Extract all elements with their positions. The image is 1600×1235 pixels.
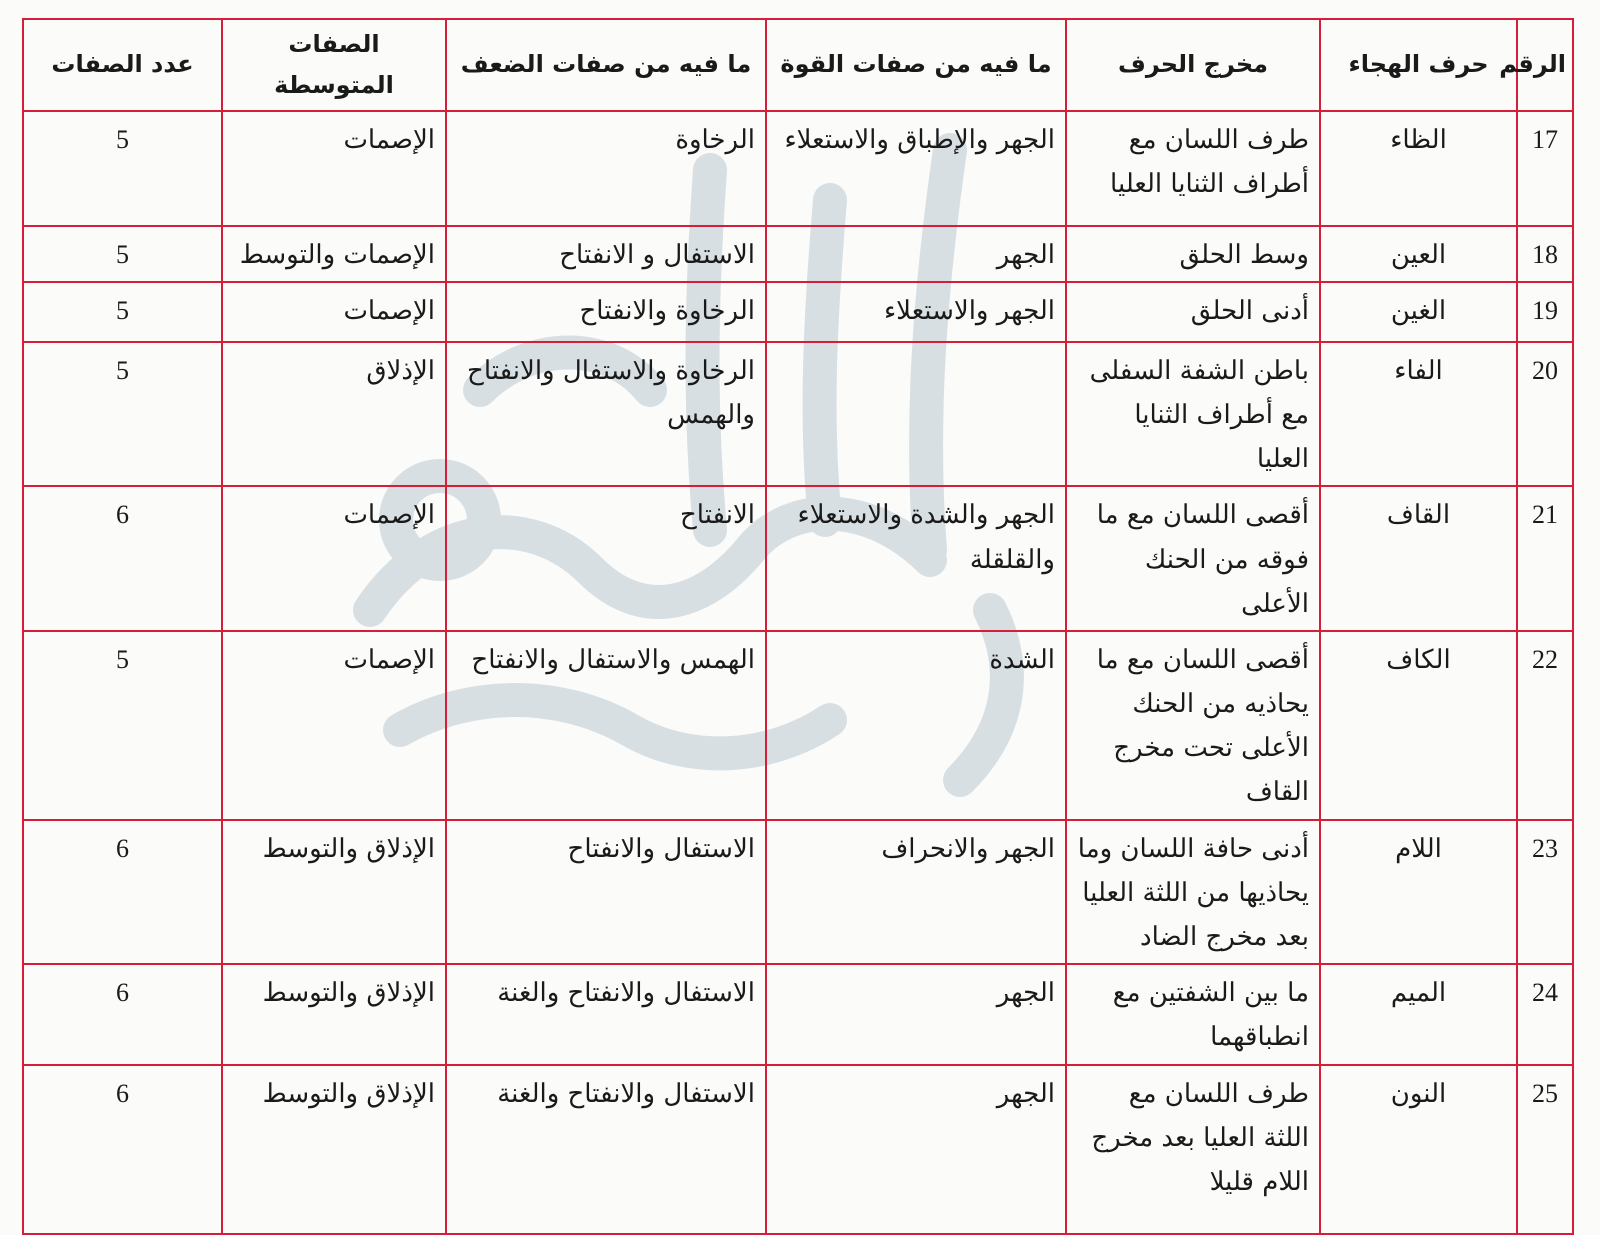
table-row (23, 631, 1573, 820)
header-weak: ما فيه من صفات الضعف (446, 19, 766, 111)
row-weak: الرخاوة والاستفال والانفتاح والهمس (446, 342, 766, 487)
row-makhraj: أدنى حافة اللسان وما يحاذيها من اللثة العليا بعد مخرج الضاد (1066, 820, 1320, 965)
row-num: 19 (1517, 282, 1573, 342)
row-strong: الجهر (766, 1065, 1066, 1234)
header-letter: حرف الهجاء (1320, 19, 1517, 111)
row-weak: الهمس والاستفال والانفتاح (446, 631, 766, 820)
row-letter: العين (1320, 226, 1517, 282)
header-count: عدد الصفات (23, 19, 222, 111)
row-strong: الجهر والإطباق والاستعلاء (766, 111, 1066, 226)
row-makhraj: طرف اللسان مع أطراف الثنايا العليا (1066, 111, 1320, 226)
row-count: 5 (23, 111, 222, 226)
row-num: 18 (1517, 226, 1573, 282)
row-num: 22 (1517, 631, 1573, 820)
row-makhraj: أقصى اللسان مع ما فوقه من الحنك الأعلى (1066, 486, 1320, 631)
table-row (23, 111, 1573, 226)
row-letter: الغين (1320, 282, 1517, 342)
table-row (23, 964, 1573, 1064)
row-count: 6 (23, 820, 222, 965)
row-num: 23 (1517, 820, 1573, 965)
row-medium: الإذلاق والتوسط (222, 1065, 446, 1234)
row-medium: الإذلاق والتوسط (222, 820, 446, 965)
row-num: 20 (1517, 342, 1573, 487)
row-strong: الجهر والشدة والاستعلاء والقلقلة (766, 486, 1066, 631)
header-medium: الصفات المتوسطة (222, 19, 446, 111)
row-weak: الاستفال والانفتاح والغنة (446, 964, 766, 1064)
table-row (23, 282, 1573, 342)
row-count: 5 (23, 342, 222, 487)
row-medium: الإذلاق (222, 342, 446, 487)
row-weak: الاستفال والانفتاح والغنة (446, 1065, 766, 1234)
row-medium: الإصمات والتوسط (222, 226, 446, 282)
row-strong: الشدة (766, 631, 1066, 820)
row-letter: الكاف (1320, 631, 1517, 820)
header-num: الرقم (1517, 19, 1573, 111)
header-makhraj: مخرج الحرف (1066, 19, 1320, 111)
row-medium: الإصمات (222, 486, 446, 631)
row-makhraj: ما بين الشفتين مع انطباقهما (1066, 964, 1320, 1064)
table-row (23, 342, 1573, 487)
header-row (23, 19, 1573, 111)
row-num: 17 (1517, 111, 1573, 226)
row-strong (766, 342, 1066, 487)
row-count: 5 (23, 226, 222, 282)
row-letter: القاف (1320, 486, 1517, 631)
row-weak: الاستفال و الانفتاح (446, 226, 766, 282)
row-letter: الظاء (1320, 111, 1517, 226)
row-makhraj: طرف اللسان مع اللثة العليا بعد مخرج اللام قليلا (1066, 1065, 1320, 1234)
row-makhraj: أقصى اللسان مع ما يحاذيه من الحنك الأعلى تحت مخرج القاف (1066, 631, 1320, 820)
row-count: 6 (23, 486, 222, 631)
row-strong: الجهر (766, 226, 1066, 282)
row-medium: الإذلاق والتوسط (222, 964, 446, 1064)
table-row (23, 820, 1573, 965)
row-letter: الفاء (1320, 342, 1517, 487)
letters-attributes-table (22, 18, 1574, 1235)
row-count: 6 (23, 1065, 222, 1234)
row-medium: الإصمات (222, 282, 446, 342)
row-weak: الانفتاح (446, 486, 766, 631)
row-makhraj: باطن الشفة السفلى مع أطراف الثنايا العليا (1066, 342, 1320, 487)
row-letter: الميم (1320, 964, 1517, 1064)
row-medium: الإصمات (222, 111, 446, 226)
row-count: 6 (23, 964, 222, 1064)
row-weak: الاستفال والانفتاح (446, 820, 766, 965)
header-strong: ما فيه من صفات القوة (766, 19, 1066, 111)
row-medium: الإصمات (222, 631, 446, 820)
table-row (23, 226, 1573, 282)
row-letter: النون (1320, 1065, 1517, 1234)
row-weak: الرخاوة (446, 111, 766, 226)
row-num: 24 (1517, 964, 1573, 1064)
row-makhraj: وسط الحلق (1066, 226, 1320, 282)
row-num: 21 (1517, 486, 1573, 631)
row-weak: الرخاوة والانفتاح (446, 282, 766, 342)
row-letter: اللام (1320, 820, 1517, 965)
row-makhraj: أدنى الحلق (1066, 282, 1320, 342)
row-strong: الجهر (766, 964, 1066, 1064)
row-strong: الجهر والاستعلاء (766, 282, 1066, 342)
row-strong: الجهر والانحراف (766, 820, 1066, 965)
row-count: 5 (23, 631, 222, 820)
row-num: 25 (1517, 1065, 1573, 1234)
table-row (23, 486, 1573, 631)
table-row (23, 1065, 1573, 1234)
row-count: 5 (23, 282, 222, 342)
